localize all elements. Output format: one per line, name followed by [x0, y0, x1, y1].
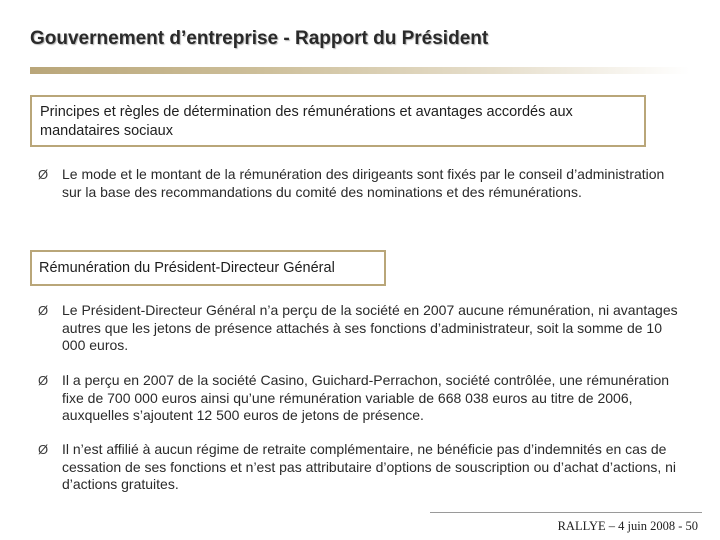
arrow-bullet-icon: Ø: [38, 373, 49, 388]
bullet-item: [38, 302, 678, 355]
bullet-text: Le mode et le montant de la rémunération des dirigeants sont fixés par le conseil d’administration sur la base des recommandations du comité des nominations et des rémunérations.: [62, 166, 665, 200]
arrow-bullet-icon: Ø: [38, 303, 49, 318]
bullet-item: [38, 441, 678, 494]
bullet-text: Le Président-Directeur Général n’a perçu de la société en 2007 aucune rémunération, ni avantages autres que les jetons de présence attachés à ses fonctions d’administrateur, soit la somme de 10 000 euros.: [62, 302, 678, 353]
title-underline-bar: [30, 67, 690, 74]
section-heading-remuneration: Rémunération du Président-Directeur Général: [30, 250, 386, 286]
footer-text: RALLYE – 4 juin 2008 - 50: [557, 519, 698, 533]
slide-title: Gouvernement d’entreprise - Rapport du Président: [30, 28, 489, 49]
bullet-item: [38, 166, 678, 201]
bullet-text: Il n’est affilié à aucun régime de retraite complémentaire, ne bénéficie pas d’indemnités en cas de cessation de ses fonctions et n’est pas attributaire d’options de souscription ou d’achat d’actions, ni d’actions gratuites.: [62, 441, 677, 492]
bullet-text: Il a perçu en 2007 de la société Casino, Guichard-Perrachon, société contrôlée, une rémunération fixe de 700 000 euros ainsi qu’une rémunération variable de 668 038 euros au titre de 2006, auxquelles s’ajoutent 12 500 euros de jetons de présence.: [62, 372, 670, 423]
arrow-bullet-icon: Ø: [38, 442, 49, 457]
footer-rule: [430, 512, 702, 513]
bullet-item: [38, 372, 678, 425]
section-heading-principes: Principes et règles de détermination des rémunérations et avantages accordés aux mandataires sociaux: [30, 95, 646, 147]
arrow-bullet-icon: Ø: [38, 167, 49, 182]
